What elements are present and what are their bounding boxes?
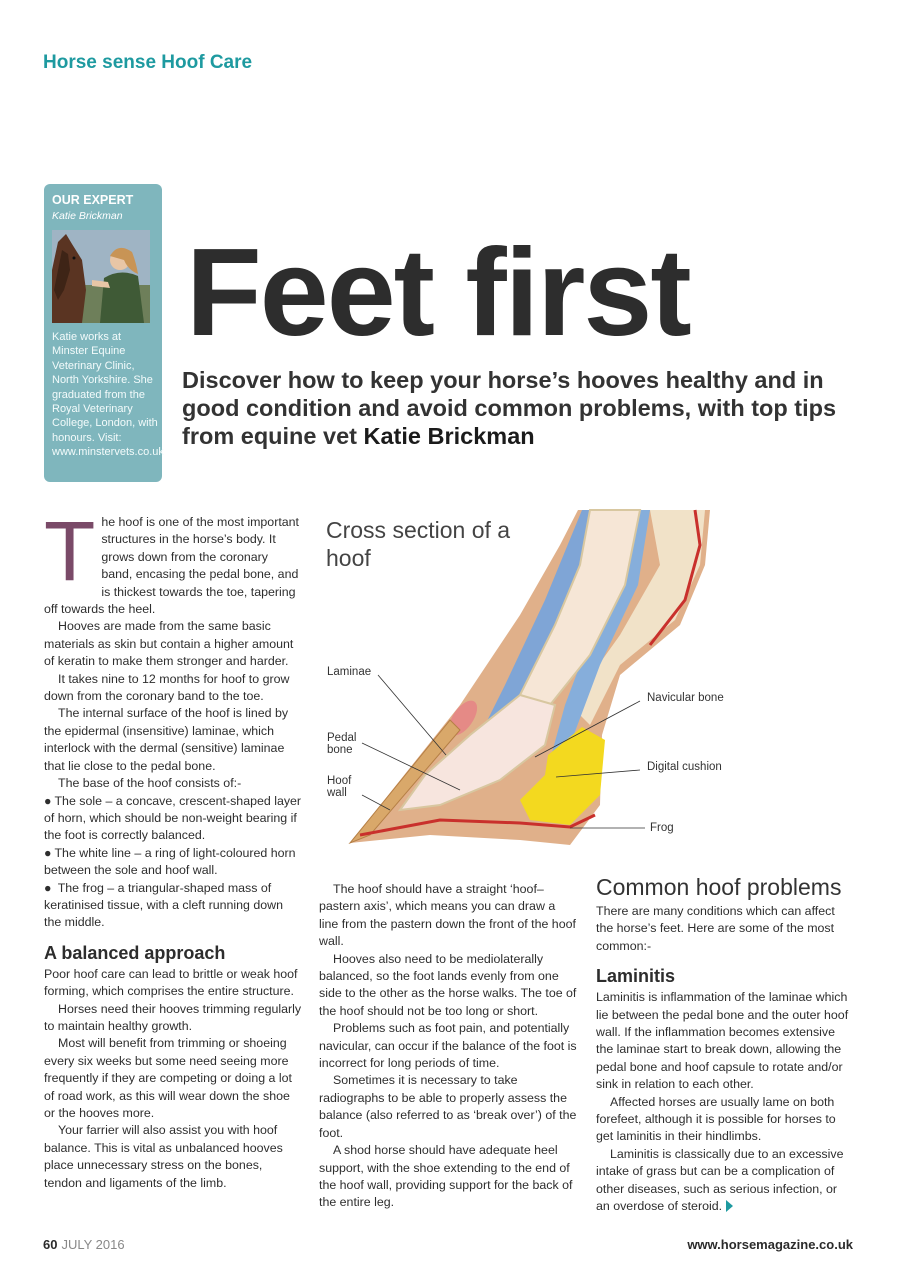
section-tag: Horse sense Hoof Care [43,52,253,73]
bullet-icon [44,846,54,860]
body-paragraph: The internal surface of the hoof is lined by the epidermal (insensitive) laminae, which interlock with the dermal (sensitive) laminae that lie close to the pedal bone. [44,706,289,773]
expert-bio: Katie works at Minster Equine Veterinary Clinic, North Yorkshire. She graduated from the Royal Veterinary College, London, with honours. Visit: www.minstervets.co.uk [52,331,164,459]
subheading-laminitis: Laminitis [596,966,676,987]
label-navicular-bone: Navicular bone [647,692,724,704]
bullet-item [44,793,302,845]
expert-box [44,184,162,482]
body-paragraph: Problems such as foot pain, and potentially navicular, can occur if the balance of the foot is incorrect for long periods of time. [319,1021,577,1071]
body-paragraph: Affected horses are usually lame on both forefeet, although it is possible for horses to get laminitis in their hindlimbs. [596,1094,836,1144]
expert-heading: OUR EXPERT [52,193,134,207]
body-paragraph: Hooves also need to be mediolaterally balanced, so the foot lands evenly from one side to the other as the horse walks. The toe of the hoof should not be too long or short. [319,951,577,1018]
body-paragraph: Your farrier will also assist you with hoof balance. This is vital as unbalanced hooves place unnecessary stress on the bones, tendon and ligaments of the limb. [44,1123,283,1190]
body-paragraph: Sometimes it is necessary to take radiographs to be able to properly assess the balance (also referred to as ‘break over’) of the foot. [319,1073,577,1140]
footer-website-link[interactable]: www.horsemagazine.co.uk [687,1237,853,1252]
issue-date: JULY 2016 [61,1237,125,1252]
expert-name: Katie Brickman [52,210,123,222]
body-paragraph: It takes nine to 12 months for hoof to grow down from the coronary band to the toe. [44,671,290,704]
article-column-1 [44,504,302,1192]
label-hoof-wall: Hoof wall [327,775,352,799]
subheading-balanced-approach: A balanced approach [44,942,226,963]
bullet-text: The white line – a ring of light-coloured horn between the sole and hoof wall. [44,845,296,878]
body-paragraph-text: Laminitis is classically due to an excessive intake of grass but can be a complication of other diseases, such as serious infection, or an overdose of steroid. [596,1146,844,1214]
label-digital-cushion: Digital cushion [647,761,722,773]
body-paragraph: A shod horse should have adequate heel support, with the shoe extending to the end of the hoof wall, providing support for the back of the entire leg. [319,1143,573,1210]
diagram-title: Cross section of a hoof [326,517,511,571]
body-paragraph: The base of the hoof consists of:- [58,776,242,791]
expert-photo-image [52,230,150,323]
lead-paragraph: Poor hoof care can lead to brittle or weak hoof forming, which comprises the entire structure. [44,966,298,999]
page-number: 60 [43,1237,58,1252]
end-of-article-icon [726,1200,733,1212]
bullet-text: The sole – a concave, crescent-shaped layer of horn, which should be non-weight bearing if the foot is correctly balanced. [44,793,302,843]
body-paragraph: The hoof should have a straight ‘hoof–pastern axis’, which means you can draw a line from the pastern down the front of the hoof wall. [319,882,576,949]
article-column-2 [319,881,577,1212]
label-laminae: Laminae [327,666,372,678]
standfirst [182,366,842,450]
section-intro: There are many conditions which can affect the horse’s feet. Here are some of the most common:- [596,904,835,953]
body-paragraph [596,1146,852,1216]
label-frog: Frog [650,822,674,834]
bullet-item [44,880,302,932]
body-paragraph: Horses need their hooves trimming regularly to maintain healthy growth. [44,1001,302,1033]
bullet-icon [44,794,54,808]
standfirst-author: Katie Brickman [363,423,535,449]
article-column-3 [596,873,852,1216]
bullet-text: The frog – a triangular-shaped mass of keratinised tissue, with a cleft running down the middle. [44,880,283,930]
page-title: Feet first [186,224,690,362]
intro-paragraph [44,504,302,618]
bullet-item [44,845,302,880]
lead-paragraph: Laminitis is inflammation of the laminae which lie between the pedal bone and the outer hoof wall. If the inflammation becomes extensive the laminae start to break down, allowing the pedal bone and hoof capsule to rotate and/or sink in relation to each other. [596,990,849,1092]
intro-text: he hoof is one of the most important structures in the horse’s body. It grows down from the coronary band, encasing the pedal bone, and is thickest towards the toe, tapering off towards the heel. [44,515,299,617]
footer-issue [43,1237,125,1252]
body-paragraph: Most will benefit from trimming or shoeing every six weeks but some need seeing more frequently if they are competing or doing a lot of road work, as this will wear down the shoe or the hooves more. [44,1036,292,1120]
pointer-laminae [378,675,446,755]
body-paragraph: Hooves are made from the same basic materials as skin but contain a higher amount of keratin to make them stronger and harder. [44,619,294,669]
hoof-cross-section-diagram [320,505,740,855]
drop-cap: T [44,504,96,598]
expert-photo [52,230,150,323]
label-pedal-bone: Pedal bone [327,732,357,756]
bullet-icon [44,881,54,895]
standfirst-text: Discover how to keep your horse’s hooves healthy and in good condition and avoid common problems, with top tips from equine vet [182,367,837,449]
heading-common-hoof-problems: Common hoof problems [596,874,842,900]
